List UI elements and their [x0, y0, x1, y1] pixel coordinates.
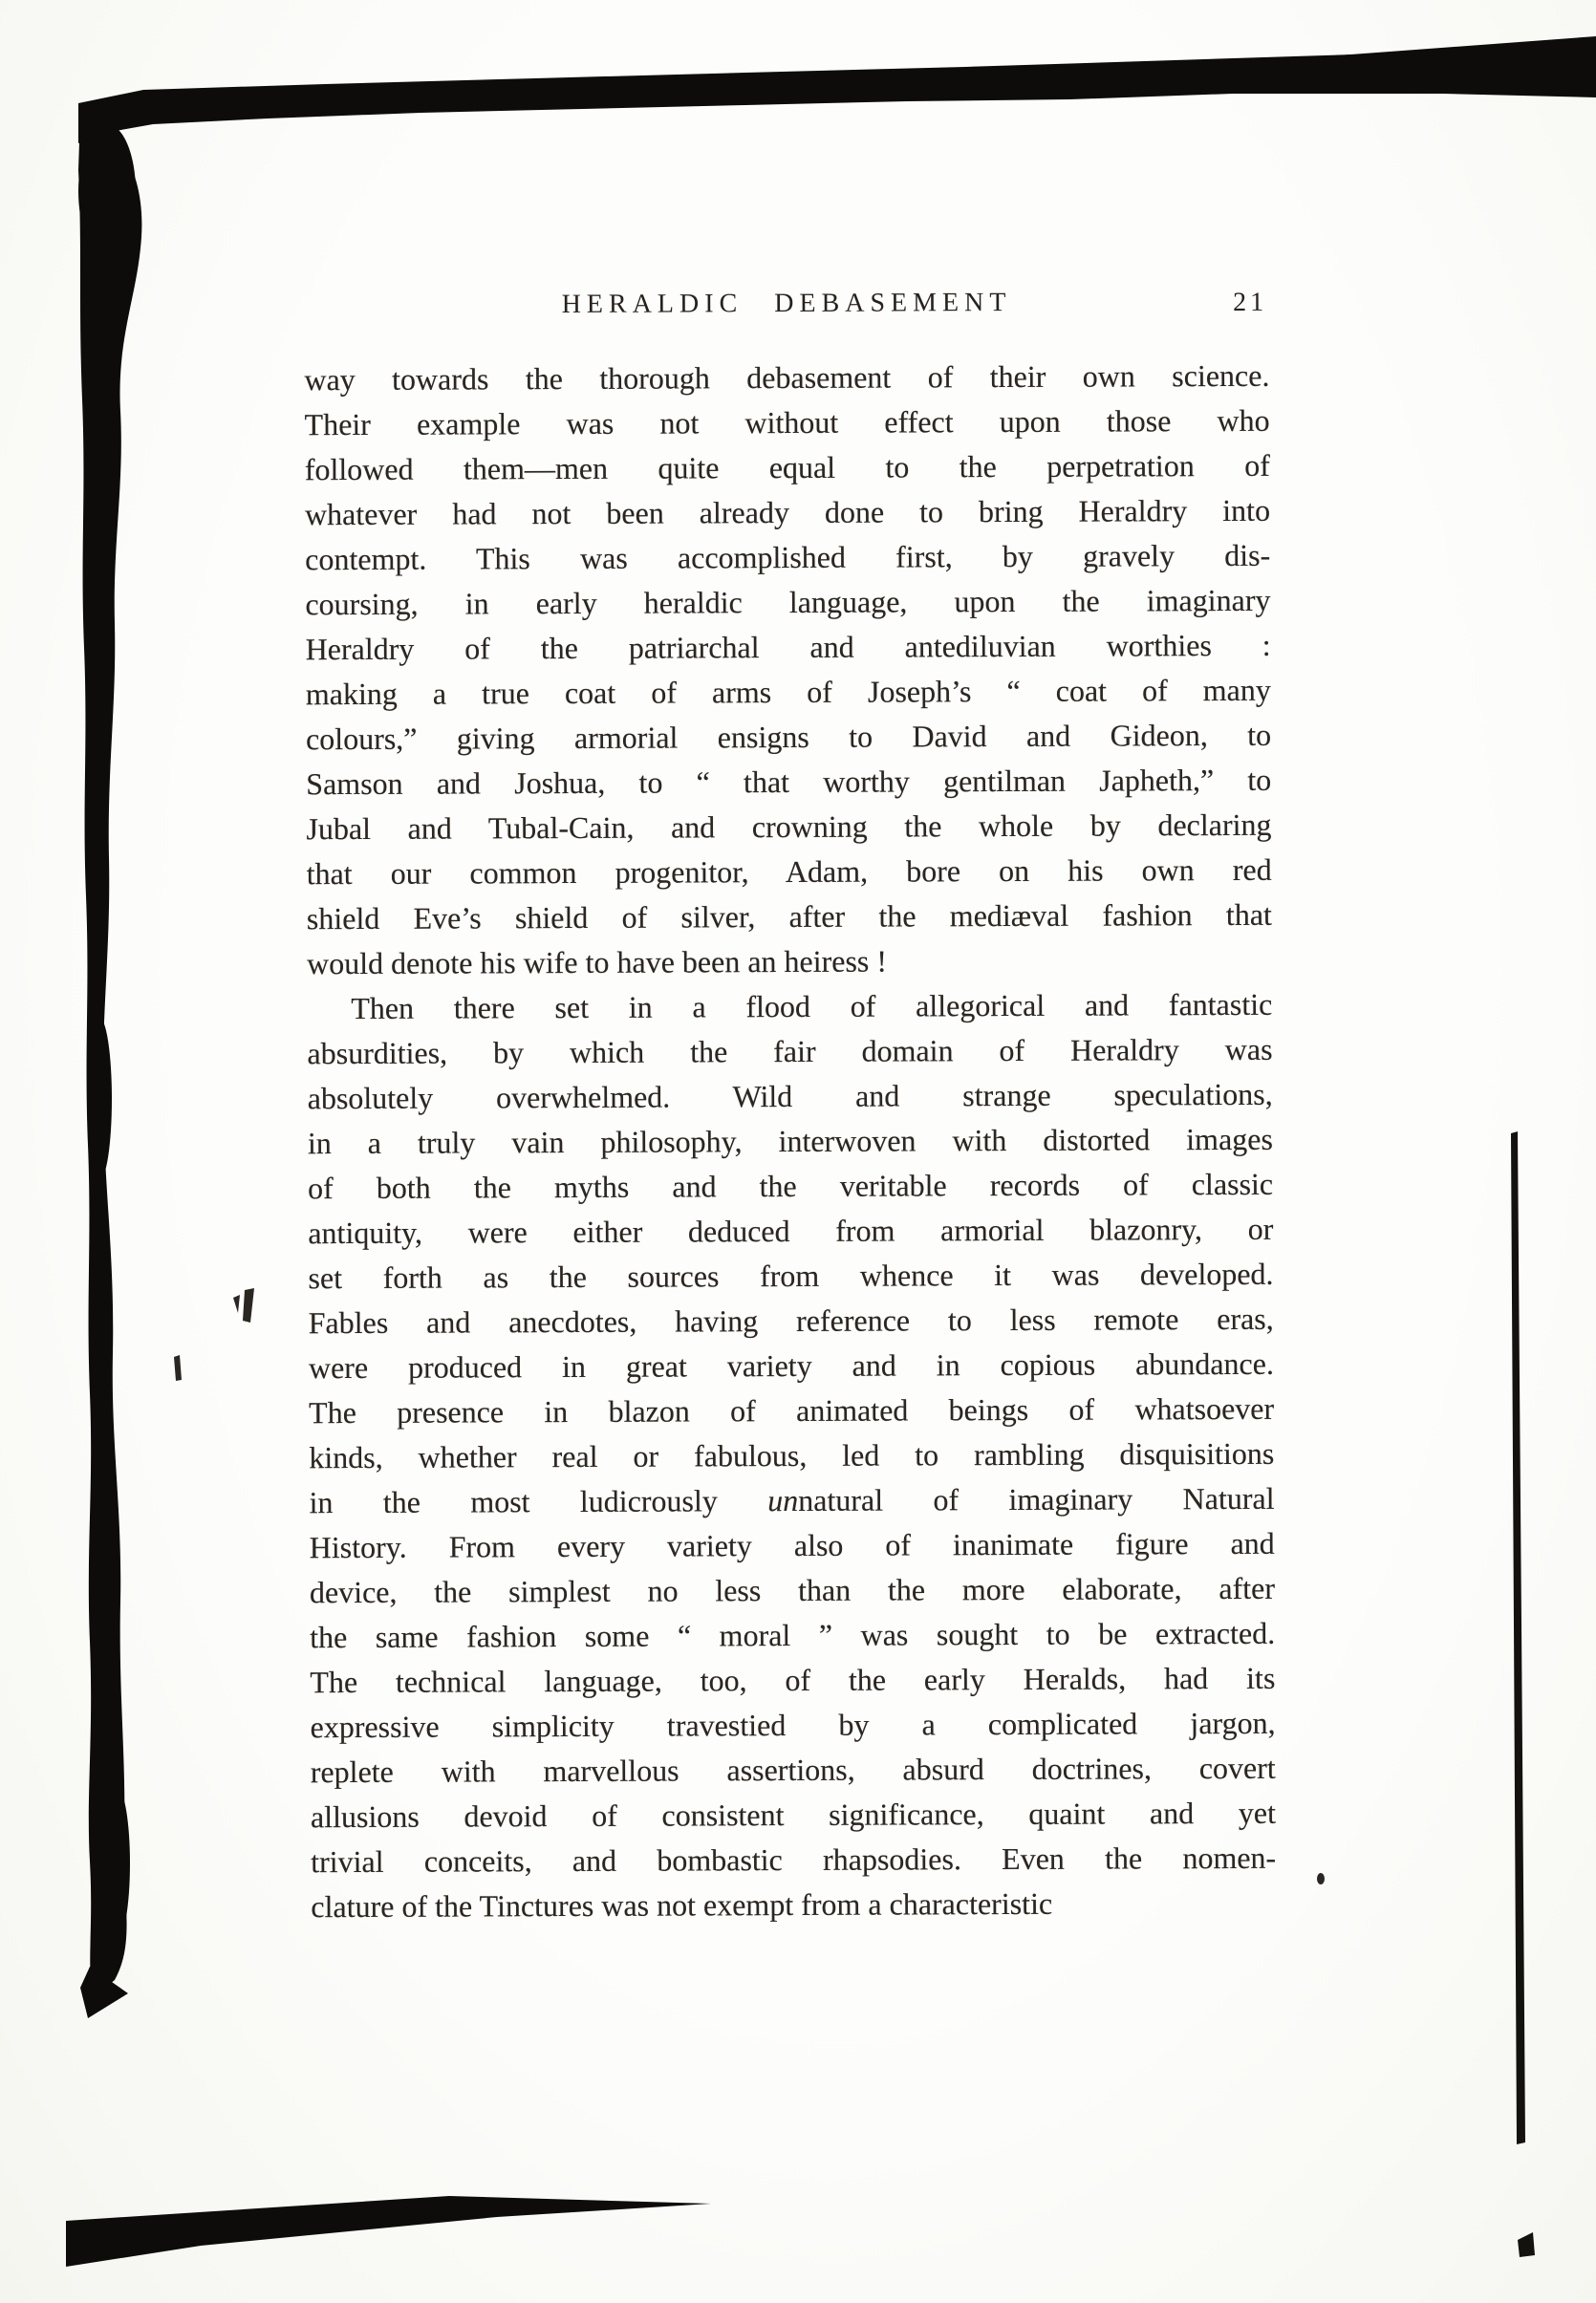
- text-line: [305, 488, 1270, 537]
- page-content: [304, 287, 1276, 1929]
- text-segment: the same fashion some “ moral ” was sought to be extracted.: [310, 1615, 1276, 1655]
- text-line: [306, 668, 1271, 717]
- text-segment: Their example was not without effect upon those who: [304, 402, 1270, 442]
- text-line: [307, 1027, 1272, 1076]
- page-header: [304, 287, 1269, 334]
- text-segment: device, the simplest no less than the more elaborate, after: [309, 1570, 1276, 1610]
- text-line: [309, 1431, 1274, 1480]
- ink-hook-left-bottom: [80, 1967, 128, 2018]
- text-line: [310, 1701, 1275, 1750]
- text-segment: Then there set in a flood of allegorical and fantastic: [351, 986, 1273, 1025]
- text-segment: kinds, whether real or fabulous, led to rambling disquisitions: [309, 1435, 1275, 1475]
- text-line: [311, 1746, 1276, 1795]
- text-line: [305, 443, 1270, 492]
- text-segment: followed them—men quite equal to the perpetration of: [304, 447, 1270, 487]
- text-line: [311, 1881, 1276, 1929]
- text-segment: in a truly vain philosophy, interwoven with distorted images: [307, 1121, 1273, 1161]
- text-segment: contempt. This was accomplished first, by gravely dis-: [305, 537, 1271, 577]
- text-line: [306, 713, 1271, 762]
- text-line: [308, 1207, 1273, 1256]
- text-line: [305, 533, 1270, 582]
- text-segment: way towards the thorough debasement of their own science.: [304, 357, 1270, 398]
- text-segment: replete with marvellous assertions, absurd doctrines, covert: [310, 1750, 1276, 1790]
- paragraph-2: [307, 982, 1276, 1929]
- text-segment: set forth as the sources from whence it was developed.: [308, 1256, 1274, 1296]
- text-segment: expressive simplicity travestied by a complicated jargon,: [310, 1705, 1276, 1745]
- ink-mark-left-margin-dot: [174, 1355, 182, 1381]
- ink-blob-left-lower: [103, 1787, 130, 1940]
- text-segment: Samson and Joshua, to “ that worthy gentilman Japheth,” to: [306, 762, 1272, 802]
- text-segment: absolutely overwhelmed. Wild and strange speculations,: [307, 1076, 1273, 1116]
- text-segment: allusions devoid of consistent significance, quaint and yet: [310, 1795, 1277, 1835]
- text-segment: of both the myths and the veritable records of classic: [308, 1166, 1274, 1206]
- text-line: [306, 623, 1271, 672]
- text-segment: colours,” giving armorial ensigns to David and Gideon, to: [305, 717, 1272, 757]
- text-line: [309, 1297, 1274, 1345]
- text-segment: Heraldry of the patriarchal and antediluvian worthies :: [305, 627, 1271, 667]
- text-segment: that our common progenitor, Adam, bore on his own red: [306, 851, 1272, 892]
- text-line: [310, 1566, 1275, 1615]
- ink-smudge-bottom-wedge: [66, 2196, 711, 2267]
- ink-smudge-top-bar: [78, 44, 1596, 143]
- text-line: [306, 803, 1271, 851]
- text-segment: would denote his wife to have been an heiress !: [306, 943, 888, 981]
- body-text: [304, 354, 1276, 1929]
- text-line: [308, 1162, 1273, 1211]
- text-line: [308, 1117, 1273, 1166]
- running-head-title: HERALDIC DEBASEMENT: [561, 287, 1012, 320]
- ink-mark-left-margin-tick: [233, 1295, 240, 1313]
- text-segment: Fables and anecdotes, having reference to less remote eras,: [308, 1301, 1274, 1341]
- text-line: [309, 1476, 1274, 1525]
- italic-text: un: [767, 1482, 799, 1518]
- text-line: [306, 758, 1271, 807]
- text-line: [310, 1656, 1275, 1705]
- ink-mark-right-margin-comma: [1317, 1873, 1325, 1884]
- paragraph-1: [304, 354, 1272, 986]
- text-line: [307, 893, 1272, 941]
- text-line: [308, 1252, 1273, 1301]
- text-line: [310, 1611, 1275, 1660]
- text-line: [311, 1836, 1276, 1884]
- text-line: [309, 1387, 1274, 1435]
- text-line: [307, 848, 1272, 896]
- ink-mark-left-margin-slash: [243, 1288, 254, 1323]
- text-line: [309, 1342, 1274, 1390]
- page-number: 21: [1232, 287, 1268, 317]
- text-segment: absurdities, by which the fair domain of Heraldry was: [307, 1031, 1273, 1071]
- text-segment: shield Eve’s shield of silver, after the mediæval fashion that: [306, 896, 1272, 936]
- text-segment: trivial conceits, and bombastic rhapsodies. Even the nomen-: [311, 1840, 1277, 1880]
- text-segment: Jubal and Tubal-Cain, and crowning the whole by declaring: [306, 807, 1272, 847]
- text-segment: coursing, in early heraldic language, upon the imaginary: [305, 582, 1271, 622]
- fold-line-right: [1511, 1131, 1525, 2144]
- text-line: [304, 354, 1269, 402]
- text-segment: History. From every variety also of inanimate figure and: [309, 1525, 1275, 1565]
- text-segment: whatever had not been already done to bring Heraldry into: [304, 492, 1271, 532]
- text-line: [305, 398, 1270, 447]
- text-line: [311, 1791, 1276, 1840]
- ink-smudge-left-gutter: [78, 115, 141, 1997]
- text-segment: antiquity, were either deduced from armorial blazonry, or: [308, 1211, 1274, 1251]
- text-segment: making a true coat of arms of Joseph’s “ coat of many: [305, 672, 1271, 712]
- text-line: [310, 1521, 1275, 1570]
- ink-blob-left-top: [78, 124, 136, 258]
- text-line: [305, 578, 1270, 627]
- text-segment: The presence in blazon of animated beings of whatsoever: [309, 1390, 1275, 1431]
- ink-speck-bottom-right: [1518, 2232, 1535, 2257]
- text-line: [307, 937, 1272, 986]
- text-segment: natural of imaginary Natural: [798, 1480, 1275, 1517]
- text-segment: were produced in great variety and in copious abundance.: [308, 1345, 1274, 1386]
- text-line: [308, 1072, 1273, 1121]
- text-line: [307, 982, 1272, 1031]
- text-segment: in the most ludicrously: [309, 1483, 768, 1520]
- text-segment: The technical language, too, of the early Heralds, had its: [310, 1660, 1276, 1700]
- text-segment: clature of the Tinctures was not exempt from a characteristic: [311, 1885, 1053, 1925]
- ink-blob-left-middle: [87, 1018, 112, 1180]
- ink-smudge-top-right-wedge: [1338, 36, 1596, 97]
